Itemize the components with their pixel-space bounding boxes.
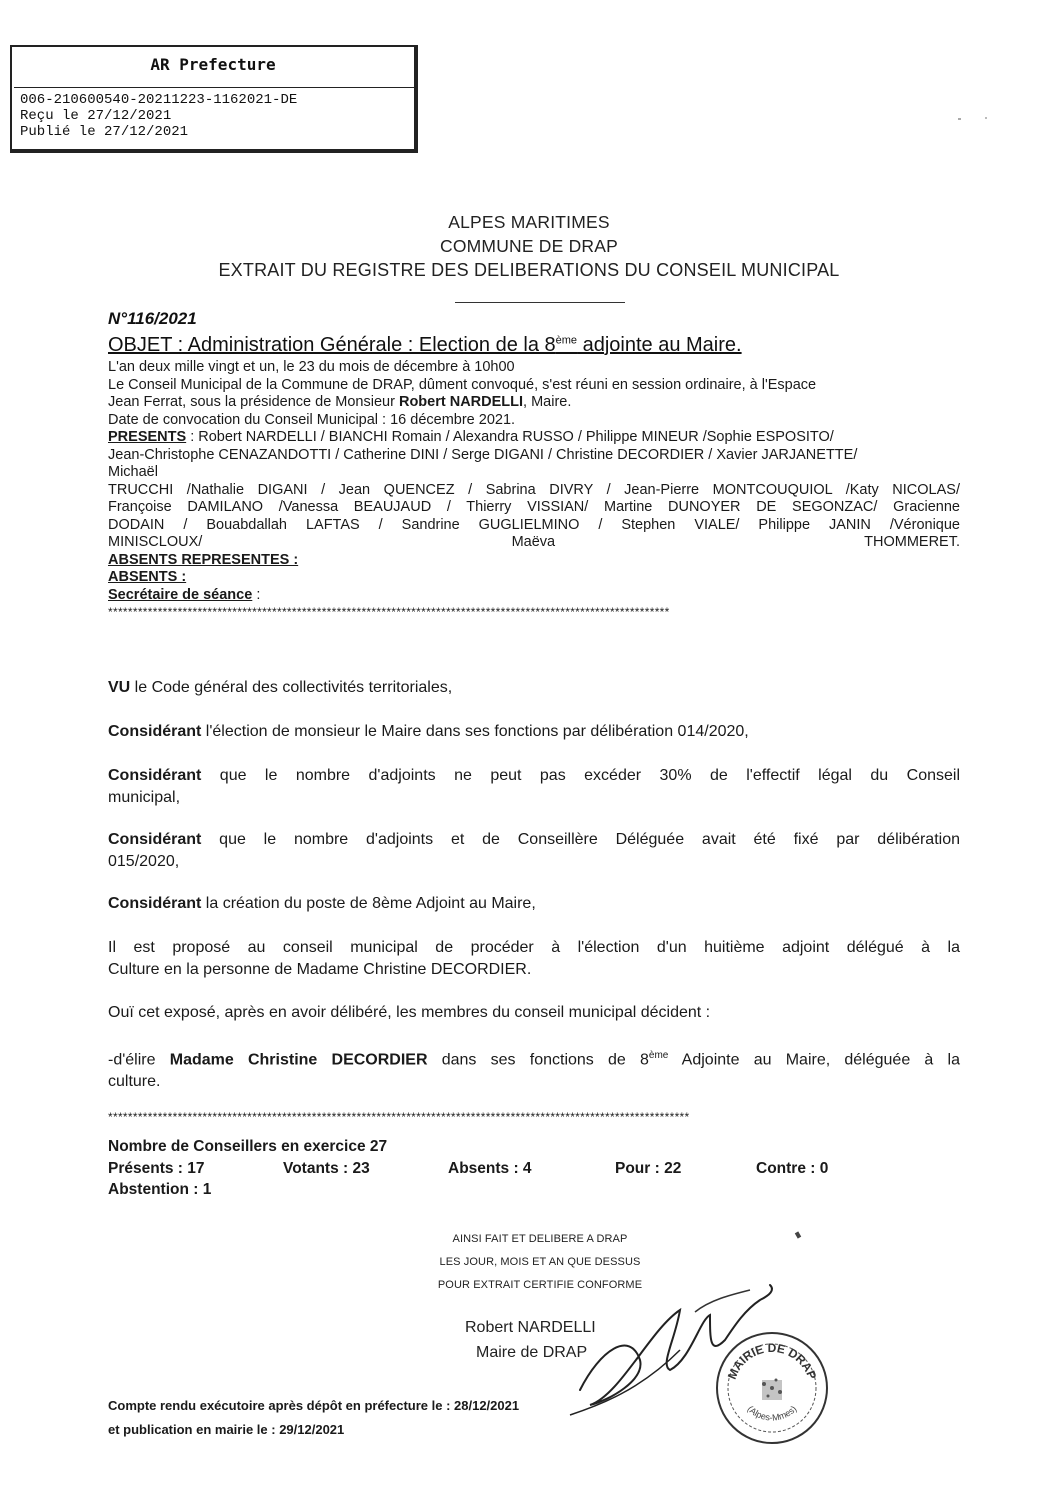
considerant-keyword: Considérant: [108, 723, 202, 740]
separator-stars-bottom: *********************************************************************************************************************: [108, 1110, 690, 1124]
header-department: ALPES MARITIMES: [448, 212, 610, 232]
intro-line-1: L'an deux mille vingt et un, le 23 du mois de décembre à 10h00: [108, 359, 515, 375]
stamp-details: [14, 87, 414, 149]
votes-abstention: Abstention : 1: [108, 1181, 212, 1198]
objet-sup: ème: [555, 334, 578, 347]
svg-text:MAIRIE DE DRAP: [725, 1341, 819, 1381]
decision-text-c: dans ses fonctions de 8: [427, 1051, 649, 1069]
considerant-3-text: que le nombre d'adjoints et de Conseillère Déléguée avait été fixé par délibération: [201, 831, 960, 848]
paragraph-considerant-4: [108, 893, 960, 915]
footer-line-2: et publication en mairie le : 29/12/2021: [108, 1422, 345, 1437]
considerant-keyword: Considérant: [108, 831, 202, 848]
convocation-date: Date de convocation du Conseil Municipal : 16 décembre 2021.: [108, 411, 516, 428]
presents-list-1: : Robert NARDELLI / BIANCHI Romain / Alexandra RUSSO / Philippe MINEUR /Sophie ESPOSITO/: [186, 429, 834, 445]
decision-text-d: Adjointe au Maire, déléguée à la: [668, 1051, 960, 1069]
votes-absents: Absents : 4: [448, 1160, 532, 1177]
absents-label: ABSENTS :: [108, 569, 187, 585]
signer-role: Maire de DRAP: [476, 1344, 588, 1361]
header-divider: [455, 302, 625, 303]
considerant-4-text: la création du poste de 8ème Adjoint au Maire,: [201, 895, 536, 912]
presents-line-5: Françoise DAMILANO /Vanessa BEAUJAUD / Thierry VISSIAN/ Martine DUNOYER DE SEGONZAC/ Gracienne: [108, 499, 960, 515]
considerant-1-text: l'élection de monsieur le Maire dans ses fonctions par délibération 014/2020,: [201, 723, 749, 740]
vu-text: le Code général des collectivités territoriales,: [130, 679, 453, 696]
secretaire-suffix: :: [252, 586, 261, 603]
objet-prefix: OBJET : Administration Générale : Election de la 8: [108, 334, 556, 356]
elected-name: Madame Christine DECORDIER: [169, 1051, 428, 1069]
presents-line-7: MINISCLOUX/ Maëva THOMMERET.: [108, 534, 960, 550]
paragraph-considerant-1: [108, 721, 960, 743]
considerant-keyword: Considérant: [108, 895, 202, 912]
considerant-2-text: que le nombre d'adjoints ne peut pas excéder 30% de l'effectif légal du Conseil: [201, 767, 960, 784]
vu-keyword: VU: [108, 679, 131, 696]
footer-line-1: Compte rendu exécutoire après dépôt en préfecture le : 28/12/2021: [108, 1398, 520, 1413]
decision-sup: ème: [648, 1050, 669, 1061]
stamp-received-date: Reçu le 27/12/2021: [20, 108, 172, 124]
seal-text: MAIRIE DE DRAP: [724, 1341, 820, 1382]
intro-line-3-end: , Maire.: [523, 394, 572, 410]
signer-name: Robert NARDELLI: [465, 1319, 596, 1336]
official-seal: [712, 1328, 832, 1448]
certification-line-1: AINSI FAIT ET DELIBERE A DRAP: [452, 1233, 628, 1245]
presents-line-1: [108, 429, 960, 447]
paragraph-decision: [108, 1045, 960, 1093]
votes-contre: Contre : 0: [756, 1160, 829, 1177]
header-title: EXTRAIT DU REGISTRE DES DELIBERATIONS DU CONSEIL MUNICIPAL: [218, 260, 840, 280]
presents-line-4: TRUCCHI /Nathalie DIGANI / Jean QUENCEZ / Sabrina DIVRY / Jean-Pierre MONTCOUQUIOL /Katy NICOLAS/: [108, 481, 960, 498]
conseillers-exercice: Nombre de Conseillers en exercice 27: [108, 1138, 388, 1155]
deliberation-number: N°116/2021: [108, 309, 197, 328]
secretaire-line: [108, 587, 960, 605]
mayor-name: Robert NARDELLI: [398, 394, 524, 410]
scan-speck: [795, 1231, 801, 1238]
secretaire-label: Secrétaire de séance: [108, 586, 253, 603]
absents-representes-label: ABSENTS REPRESENTES :: [108, 551, 299, 568]
presents-label: PRESENTS: [108, 429, 187, 445]
deliberation-objet: [108, 334, 742, 357]
considerant-3-line-2: 015/2020,: [108, 853, 180, 870]
scan-speck: [985, 117, 987, 119]
paragraph-vu: [108, 677, 960, 699]
considerant-keyword: Considérant: [108, 767, 202, 784]
stamp-title: AR Prefecture: [150, 55, 276, 74]
certification-line-2: LES JOUR, MOIS ET AN QUE DESSUS: [439, 1256, 641, 1268]
objet-suffix: adjointe au Maire.: [577, 334, 742, 356]
separator-stars-top: *****************************************************************************************************************: [108, 605, 670, 619]
votes-pour: Pour : 22: [615, 1160, 682, 1177]
proposal-line-1: Il est proposé au conseil municipal de procéder à l'élection d'un huitième adjoint délégué à la: [108, 939, 960, 956]
stamp-reference: 006-210600540-20211223-1162021-DE: [20, 92, 298, 108]
seal-subtext: (Alpes-Mmes): [745, 1403, 799, 1423]
paragraph-expose: Ouï cet exposé, après en avoir délibéré, les membres du conseil municipal décident :: [108, 1004, 711, 1021]
considerant-3-line-1: [108, 829, 960, 851]
proposal-line-2: Culture en la personne de Madame Christine DECORDIER.: [108, 961, 532, 978]
intro-line-3: [108, 394, 960, 412]
presents-line-3: Michaël: [108, 464, 158, 480]
considerant-2-line-1: [108, 765, 960, 787]
decision-line-2: culture.: [108, 1073, 161, 1091]
scan-speck: [958, 118, 961, 120]
votes-votants: Votants : 23: [283, 1160, 370, 1177]
considerant-2-line-2: municipal,: [108, 789, 181, 806]
paragraph-considerant-2: [108, 765, 960, 809]
paragraph-considerant-3: [108, 829, 960, 873]
ar-prefecture-stamp: [10, 45, 418, 153]
decision-text-a: -d'élire: [108, 1051, 170, 1069]
presents-line-6: DODAIN / Bouabdallah LAFTAS / Sandrine GUGLIELMINO / Stephen VIALE/ Philippe JANIN /Véronique: [108, 516, 960, 533]
certification-line-3: POUR EXTRAIT CERTIFIE CONFORME: [437, 1279, 643, 1291]
intro-line-2: Le Conseil Municipal de la Commune de DRAP, dûment convoqué, s'est réuni en session ordinaire, à l'Espace: [108, 376, 817, 393]
intro-line-3-text: Jean Ferrat, sous la présidence de Monsieur: [108, 394, 399, 410]
decision-line-1: [108, 1045, 960, 1071]
svg-text:(Alpes-Mmes): [746, 1404, 799, 1423]
presents-line-2: Jean-Christophe CENAZANDOTTI / Catherine DINI / Serge DIGANI / Christine DECORDIER / Xavier JARJANETTE/: [108, 446, 858, 463]
stamp-published-date: Publié le 27/12/2021: [20, 124, 189, 140]
header-commune: COMMUNE DE DRAP: [439, 236, 618, 256]
paragraph-proposal: [108, 937, 960, 981]
intro-block: [108, 359, 960, 622]
votes-presents: Présents : 17: [108, 1160, 205, 1177]
